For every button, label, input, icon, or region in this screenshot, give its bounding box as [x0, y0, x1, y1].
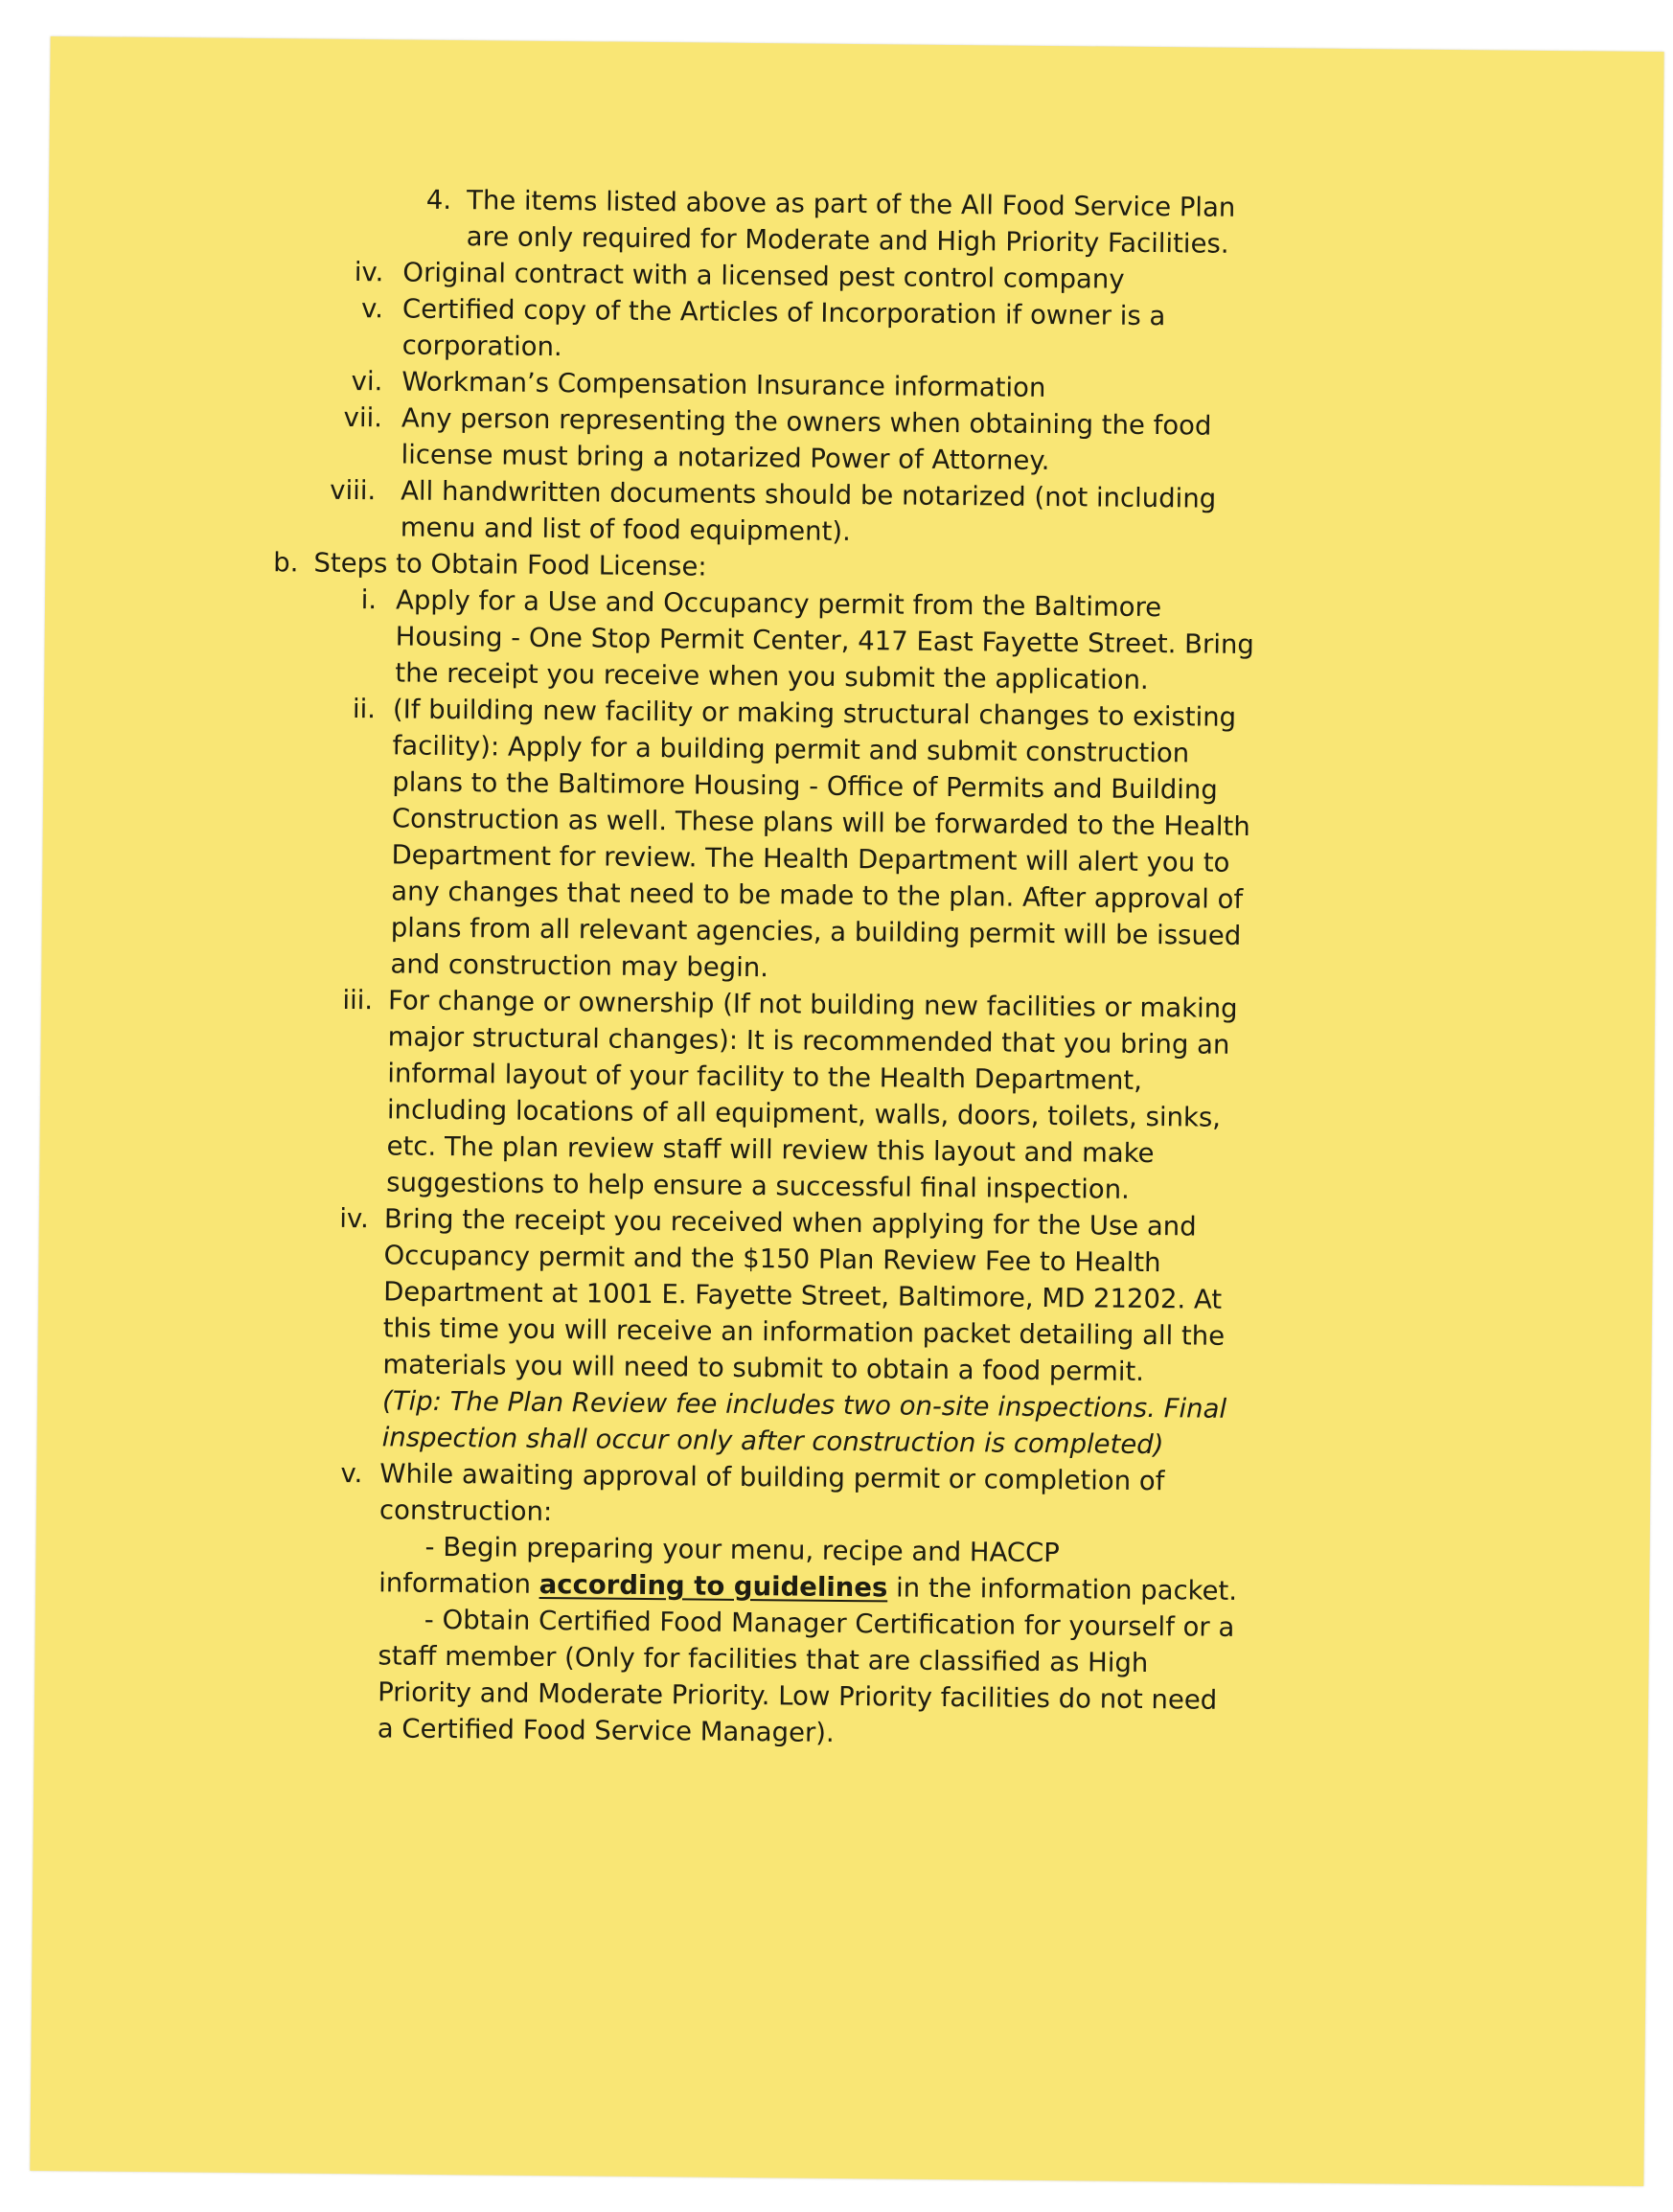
- item-text-line: Construction as well. These plans will be forwarded to the Health: [391, 803, 1250, 843]
- item-text-line: Bring the receipt you received when applying for the Use and: [383, 1203, 1197, 1243]
- item-text-line: menu and list of food equipment).: [400, 512, 851, 548]
- according-to-guidelines-emphasis: according to guidelines: [539, 1568, 888, 1604]
- item-text-line: (If building new facility or making structural changes to existing: [392, 694, 1237, 733]
- item-number: iv.: [354, 257, 384, 288]
- item-text-line: Department for review. The Health Department will alert you to: [391, 839, 1230, 878]
- item-text-line: facility): Apply for a building permit and submit construction: [392, 730, 1190, 769]
- item-text-line: staff member (Only for facilities that are classified as High: [378, 1640, 1149, 1679]
- item-number: vi.: [351, 365, 383, 398]
- item-text-line: While awaiting approval of building permit or completion of: [379, 1458, 1165, 1497]
- item-number: iii.: [342, 984, 374, 1016]
- item-text-line: a Certified Food Service Manager).: [377, 1713, 835, 1748]
- yellow-paper-sheet: [30, 36, 1663, 2186]
- item-text-line: All handwritten documents should be notarized (not including: [401, 475, 1217, 514]
- item-text-line: major structural changes): It is recommended that you bring an: [387, 1021, 1230, 1060]
- item-text-line: suggestions to help ensure a successful final inspection.: [386, 1167, 1131, 1205]
- item-number: viii.: [330, 474, 377, 507]
- section-title: Steps to Obtain Food License:: [313, 547, 707, 582]
- item-text-line: license must bring a notarized Power of Attorney.: [401, 439, 1050, 476]
- item-text-line: Department at 1001 E. Fayette Street, Baltimore, MD 21202. At: [383, 1276, 1223, 1315]
- item-text-line: informal layout of your facility to the Health Department,: [387, 1058, 1143, 1096]
- item-text-line: any changes that need to be made to the plan. After approval of: [391, 876, 1244, 915]
- item-text-line: Workman’s Compensation Insurance information: [401, 366, 1046, 403]
- section-letter: b.: [273, 547, 299, 579]
- item-text-line: For change or ownership (If not building new facilities or making: [387, 985, 1238, 1024]
- item-text-line: and construction may begin.: [390, 948, 769, 984]
- bullet-text: in the information packet.: [887, 1572, 1238, 1607]
- item-text-line: Occupancy permit and the $150 Plan Review Fee to Health: [383, 1240, 1161, 1279]
- item-text-line: etc. The plan review staff will review this layout and make: [386, 1130, 1155, 1170]
- item-text-line: the receipt you receive when you submit the application.: [395, 657, 1149, 696]
- document-body: [30, 36, 1663, 2186]
- bullet-menu-haccp: - Begin preparing your menu, recipe and HACCP: [424, 1531, 1061, 1569]
- item-number: 4.: [425, 184, 452, 216]
- item-number: i.: [360, 584, 378, 616]
- item-text-line: Certified copy of the Articles of Incorporation if owner is a: [401, 293, 1166, 332]
- item-text-line: including locations of all equipment, walls, doors, toilets, sinks,: [386, 1094, 1222, 1133]
- item-text-line: are only required for Moderate and High Priority Facilities.: [466, 221, 1229, 260]
- bullet-food-manager: - Obtain Certified Food Manager Certification for yourself or a: [424, 1604, 1235, 1643]
- item-text-line: plans from all relevant agencies, a building permit will be issued: [390, 912, 1242, 951]
- item-text-line: Any person representing the owners when obtaining the food: [401, 402, 1212, 442]
- item-text-line: The items listed above as part of the All Food Service Plan: [466, 185, 1236, 223]
- item-text-line: this time you will receive an information packet detailing all the: [382, 1312, 1226, 1352]
- item-text-line: corporation.: [401, 330, 562, 363]
- item-number: iv.: [339, 1202, 370, 1235]
- item-text-line: Original contract with a licensed pest control company: [402, 257, 1125, 295]
- item-text-line: Housing - One Stop Permit Center, 417 East Fayette Street. Bring: [395, 621, 1254, 661]
- item-number: vii.: [343, 401, 383, 434]
- item-text-line: materials you will need to submit to obtain a food permit.: [382, 1349, 1145, 1387]
- tip-text-line: (Tip: The Plan Review fee includes two on-site inspections. Final: [381, 1385, 1227, 1425]
- item-text-line: construction:: [378, 1494, 553, 1528]
- item-number: ii.: [352, 694, 377, 725]
- item-number: v.: [360, 293, 384, 325]
- item-number: v.: [340, 1457, 363, 1490]
- item-text-line: Apply for a Use and Occupancy permit from the Baltimore: [395, 584, 1162, 624]
- item-text-line: plans to the Baltimore Housing - Office of Permits and Building: [392, 766, 1218, 806]
- tip-text-line: inspection shall occur only after construction is completed): [381, 1422, 1164, 1461]
- item-text-line: Priority and Moderate Priority. Low Priority facilities do not need: [378, 1676, 1218, 1716]
- bullet-text: information: [378, 1567, 539, 1600]
